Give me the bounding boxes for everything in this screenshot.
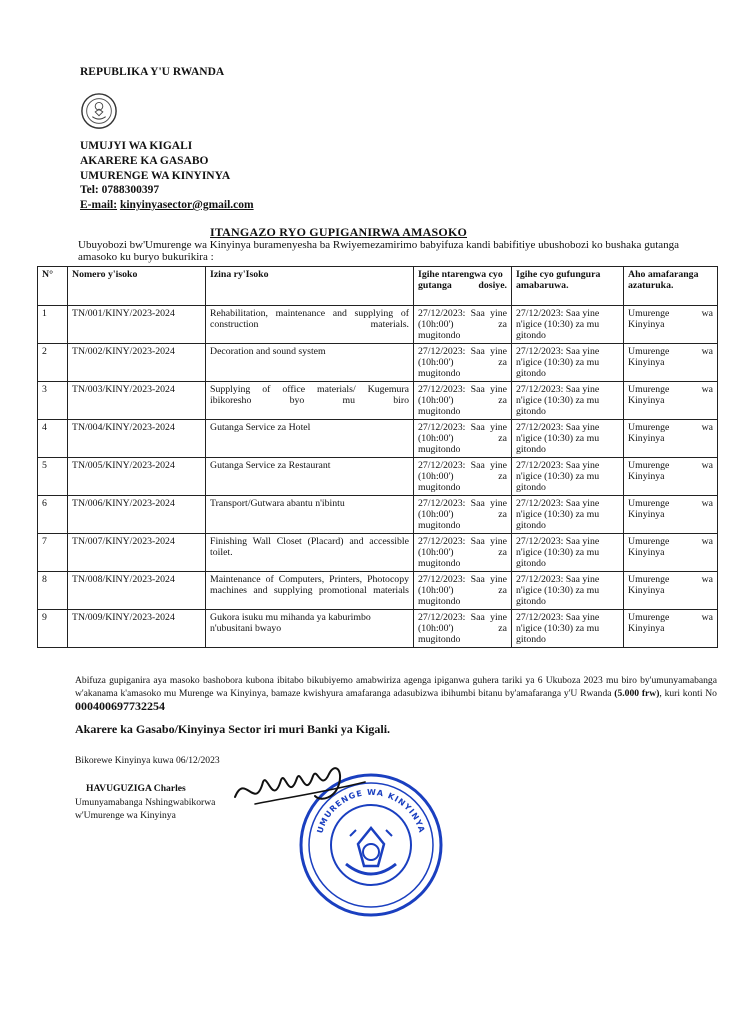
signatory-name: HAVUGUZIGA Charles (86, 783, 186, 794)
cell-tender-ref: TN/007/KINY/2023-2024 (68, 534, 206, 572)
cell-tender-ref: TN/001/KINY/2023-2024 (68, 306, 206, 344)
cell-number: 1 (38, 306, 68, 344)
col-header-funding-source: Aho amafaranga azaturuka. (624, 267, 718, 306)
place-date: Bikorewe Kinyinya kuwa 06/12/2023 (75, 755, 220, 766)
signatory-office: w'Umurenge wa Kinyinya (75, 810, 176, 821)
account-holder: Akarere ka Gasabo/Kinyinya Sector (75, 722, 261, 736)
cell-tender-name: Gutanga Service za Hotel (206, 420, 414, 458)
sector-heading: UMURENGE WA KINYINYA (80, 170, 231, 182)
cell-number: 7 (38, 534, 68, 572)
cell-opening: 27/12/2023: Saa yine n'igice (10:30) za mu gitondo (512, 458, 624, 496)
cell-deadline: 27/12/2023: Saa yine (10h:00') za mugitondo (414, 382, 512, 420)
email-address[interactable]: kinyinyasector@gmail.com (119, 199, 254, 211)
cell-tender-ref: TN/003/KINY/2023-2024 (68, 382, 206, 420)
email-line (80, 199, 254, 212)
stamp-text: UMURENGE WA KINYINYA (315, 787, 427, 835)
col-header-tender-name: Izina ry'Isoko (206, 267, 414, 306)
cell-tender-ref: TN/004/KINY/2023-2024 (68, 420, 206, 458)
col-header-opening: Igihe cyo gufungura amabaruwa. (512, 267, 624, 306)
cell-tender-ref: TN/008/KINY/2023-2024 (68, 572, 206, 610)
cell-number: 5 (38, 458, 68, 496)
district-heading: AKARERE KA GASABO (80, 155, 209, 167)
cell-funding-source: Umurenge wa Kinyinya (624, 496, 718, 534)
table-row (38, 572, 718, 610)
cell-tender-name: Transport/Gutwara abantu n'ibintu (206, 496, 414, 534)
cell-opening: 27/12/2023: Saa yine n'igice (10:30) za mu gitondo (512, 420, 624, 458)
cell-tender-ref: TN/009/KINY/2023-2024 (68, 610, 206, 648)
republic-heading: REPUBLIKA Y'U RWANDA (80, 66, 225, 78)
col-header-tender-ref: Nomero y'isoko (68, 267, 206, 306)
cell-tender-ref: TN/006/KINY/2023-2024 (68, 496, 206, 534)
account-number: 000400697732254 (75, 699, 165, 713)
cell-funding-source: Umurenge wa Kinyinya (624, 420, 718, 458)
table-row (38, 382, 718, 420)
cell-tender-name: Gukora isuku mu mihanda ya kaburimbo n'ubusitani bwayo (206, 610, 414, 648)
email-label: E-mail: (80, 199, 118, 211)
cell-tender-ref: TN/005/KINY/2023-2024 (68, 458, 206, 496)
cell-deadline: 27/12/2023: Saa yine (10h:00') za mugitondo (414, 610, 512, 648)
intro-paragraph: Ubuyobozi bw'Umurenge wa Kinyinya buramenyesha ba Rwiyemezamirimo babyifuza kandi babifitiye ubushobozi ko bushaka gutanga amasoko ku buryo bukurikira : (78, 239, 680, 263)
table-row (38, 344, 718, 382)
cell-deadline: 27/12/2023: Saa yine (10h:00') za mugitondo (414, 572, 512, 610)
cell-funding-source: Umurenge wa Kinyinya (624, 458, 718, 496)
cell-opening: 27/12/2023: Saa yine n'igice (10:30) za mu gitondo (512, 496, 624, 534)
cell-opening: 27/12/2023: Saa yine n'igice (10:30) za mu gitondo (512, 344, 624, 382)
telephone: Tel: 0788300397 (80, 184, 160, 196)
col-header-deadline: Igihe ntarengwa cyo gutanga dosiye. (414, 267, 512, 306)
cell-tender-name: Rehabilitation, maintenance and supplying of construction materials. (206, 306, 414, 344)
bank-name: iri muri Banki ya Kigali. (263, 722, 391, 736)
table-row (38, 458, 718, 496)
cell-funding-source: Umurenge wa Kinyinya (624, 382, 718, 420)
cell-deadline: 27/12/2023: Saa yine (10h:00') za mugitondo (414, 420, 512, 458)
notice-title: ITANGAZO RYO GUPIGANIRWA AMASOKO (210, 225, 468, 239)
cell-funding-source: Umurenge wa Kinyinya (624, 534, 718, 572)
cell-funding-source: Umurenge wa Kinyinya (624, 306, 718, 344)
tenders-table (37, 266, 718, 648)
cell-funding-source: Umurenge wa Kinyinya (624, 610, 718, 648)
cell-tender-name: Decoration and sound system (206, 344, 414, 382)
cell-tender-name: Maintenance of Computers, Printers, Photocopy machines and supplying promotional materials (206, 572, 414, 610)
cell-opening: 27/12/2023: Saa yine n'igice (10:30) za mu gitondo (512, 610, 624, 648)
col-header-number: N° (38, 267, 68, 306)
table-row (38, 610, 718, 648)
cell-funding-source: Umurenge wa Kinyinya (624, 344, 718, 382)
cell-deadline: 27/12/2023: Saa yine (10h:00') za mugitondo (414, 344, 512, 382)
cell-number: 9 (38, 610, 68, 648)
cell-tender-name: Supplying of office materials/ Kugemura ibikoresho byo mu biro (206, 382, 414, 420)
cell-tender-name: Gutanga Service za Restaurant (206, 458, 414, 496)
table-row (38, 534, 718, 572)
cell-opening: 27/12/2023: Saa yine n'igice (10:30) za mu gitondo (512, 572, 624, 610)
cell-opening: 27/12/2023: Saa yine n'igice (10:30) za mu gitondo (512, 534, 624, 572)
table-row (38, 420, 718, 458)
cell-number: 8 (38, 572, 68, 610)
cell-deadline: 27/12/2023: Saa yine (10h:00') za mugitondo (414, 496, 512, 534)
cell-opening: 27/12/2023: Saa yine n'igice (10:30) za mu gitondo (512, 306, 624, 344)
cell-tender-name: Finishing Wall Closet (Placard) and accessible toilet. (206, 534, 414, 572)
cell-deadline: 27/12/2023: Saa yine (10h:00') za mugitondo (414, 534, 512, 572)
cell-funding-source: Umurenge wa Kinyinya (624, 572, 718, 610)
cell-deadline: 27/12/2023: Saa yine (10h:00') za mugitondo (414, 458, 512, 496)
account-intro: , kuri konti No (659, 688, 717, 699)
cell-tender-ref: TN/002/KINY/2023-2024 (68, 344, 206, 382)
fee-amount: (5.000 frw) (614, 688, 660, 699)
cell-number: 3 (38, 382, 68, 420)
city-heading: UMUJYI WA KIGALI (80, 140, 193, 152)
instructions-text: Abifuza gupiganira aya masoko bashobora kubona ibitabo bikubiyemo amabwiriza agenga ipiganwa guhera tariki ya 6 Ukuboza 2023 mu biro by'umunyamabanga w'akanama k'amasoko mu Murenge wa Kinyinya, bamaze kwishyura amafaranga adasubizwa ibihumbi bitanu by'amafaranga y'U Rwanda (75, 675, 717, 699)
cell-deadline: 27/12/2023: Saa yine (10h:00') za mugitondo (414, 306, 512, 344)
handwritten-signature (225, 752, 385, 832)
table-header-row (38, 267, 718, 306)
signatory-role: Umunyamabanga Nshingwabikorwa (75, 797, 216, 808)
rwanda-emblem-icon (80, 92, 118, 130)
instructions-paragraph (75, 674, 717, 714)
table-row (38, 496, 718, 534)
table-row (38, 306, 718, 344)
cell-number: 2 (38, 344, 68, 382)
cell-number: 4 (38, 420, 68, 458)
cell-opening: 27/12/2023: Saa yine n'igice (10:30) za mu gitondo (512, 382, 624, 420)
account-holder-line (75, 722, 390, 737)
cell-number: 6 (38, 496, 68, 534)
